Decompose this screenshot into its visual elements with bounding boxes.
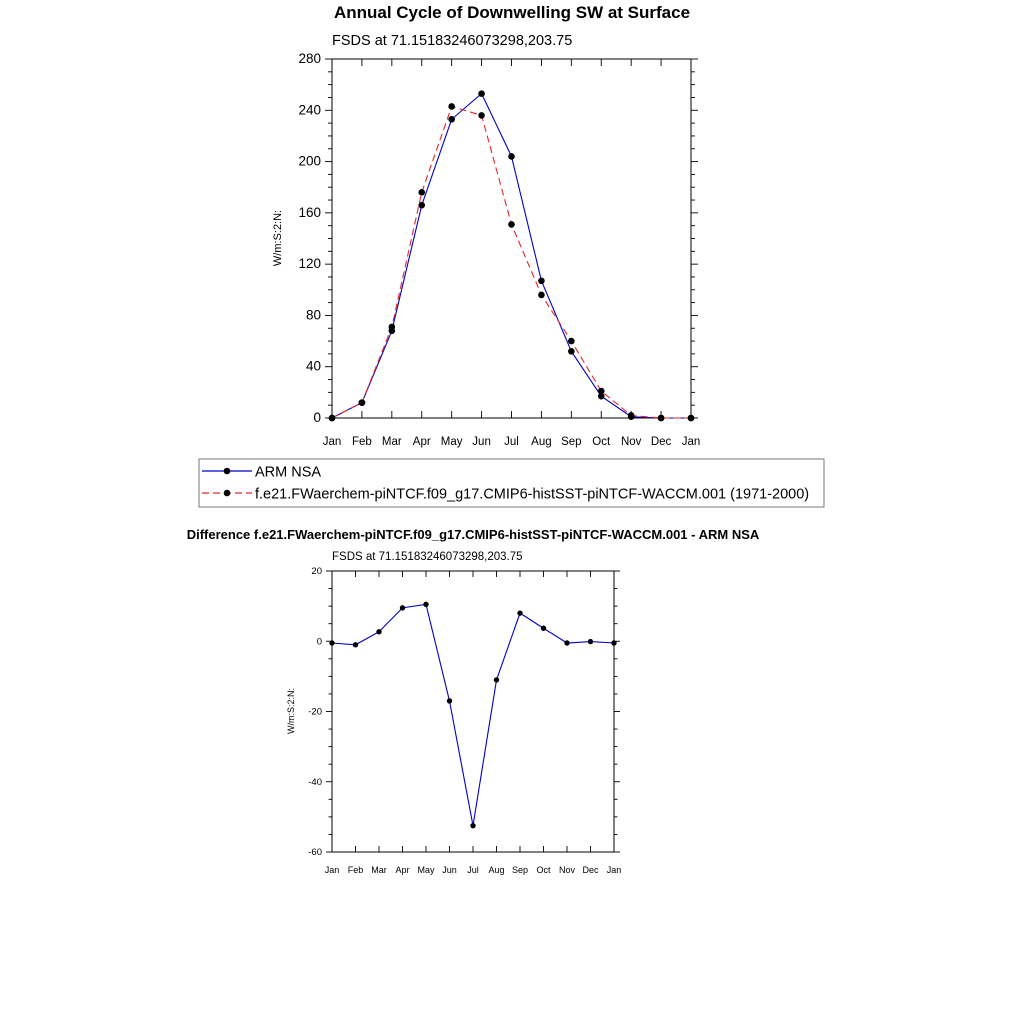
legend-label-arm-nsa: ARM NSA [255,464,322,481]
x-tick-label: Jun [442,865,457,875]
x-tick-label: Jun [472,436,491,448]
x-tick-label: Aug [488,865,505,875]
data-point-series-1 [688,415,695,422]
y-tick-label: -60 [308,847,322,859]
data-point-series-0 [478,90,485,97]
y-tick-label: -40 [308,776,322,788]
data-point-series-0 [588,639,593,644]
data-point-series-1 [359,399,366,406]
x-tick-label: Aug [531,436,552,448]
data-point-series-0 [376,629,381,634]
data-point-series-1 [448,103,455,110]
data-point-series-0 [611,640,616,645]
data-point-series-0 [494,677,499,682]
data-point-series-1 [418,189,425,196]
top-chart-subtitle: FSDS at 71.15183246073298,203.75 [332,33,573,49]
data-point-series-0 [447,698,452,703]
y-tick-label: -20 [308,706,322,718]
data-point-series-0 [538,278,545,285]
x-tick-label: Nov [558,865,576,875]
series-line-0 [332,604,614,825]
y-tick-label: 280 [298,51,321,67]
x-tick-label: Mar [371,865,387,875]
plot-frame [332,571,614,852]
data-point-series-1 [329,415,336,422]
bottom-chart-plot [308,566,621,875]
x-tick-label: May [440,436,463,448]
data-point-series-1 [628,412,635,419]
bottom-chart-subtitle: FSDS at 71.15183246073298,203.75 [332,551,523,563]
data-point-series-0 [448,116,455,123]
legend-label-model: f.e21.FWaerchem-piNTCF.f09_g17.CMIP6-histSST-piNTCF-WACCM.001 (1971-2000) [255,486,810,503]
data-point-series-1 [508,221,515,228]
data-point-series-1 [478,112,485,119]
data-point-series-1 [598,388,605,395]
x-tick-label: Apr [412,436,431,448]
data-point-series-0 [470,823,475,828]
y-tick-label: 200 [298,153,321,169]
y-tick-label: 80 [305,307,321,323]
data-point-series-1 [658,415,665,422]
y-tick-label: 120 [298,256,321,272]
x-tick-label: Nov [620,436,642,448]
top-chart-title: Annual Cycle of Downwelling SW at Surface [333,3,691,22]
x-tick-label: Jan [322,436,342,448]
x-tick-label: Jan [606,865,622,875]
y-tick-label: 40 [305,358,321,374]
y-tick-label: 0 [316,636,322,648]
x-tick-label: Feb [352,436,372,448]
y-tick-label: 0 [313,410,321,426]
data-point-series-0 [329,640,334,645]
data-point-series-1 [538,292,545,299]
x-tick-label: Jul [504,436,519,448]
data-point-series-0 [568,348,575,355]
bottom-chart-title: Difference f.e21.FWaerchem-piNTCF.f09_g17.CMIP6-histSST-piNTCF-WACCM.001 - ARM NSA [186,527,760,542]
legend-marker-arm-nsa [224,468,231,475]
x-tick-label: Oct [536,865,551,875]
top-chart-ylabel: W/m:S:2:N: [272,209,284,267]
x-tick-label: Dec [582,865,599,875]
data-point-series-1 [568,338,575,345]
x-tick-label: Sep [511,865,529,875]
data-point-series-0 [423,602,428,607]
x-tick-label: Jul [467,865,479,875]
x-tick-label: Oct [592,436,611,448]
x-tick-label: Mar [381,436,402,448]
data-point-series-0 [400,605,405,610]
x-tick-label: Feb [347,865,364,875]
y-tick-label: 20 [311,566,322,578]
bottom-chart-ylabel: W/m:S:2:N: [286,687,296,735]
data-point-series-0 [517,610,522,615]
x-tick-label: Dec [650,436,672,448]
data-point-series-0 [508,153,515,160]
data-point-series-0 [564,640,569,645]
x-tick-label: Jan [681,436,701,448]
data-point-series-0 [353,642,358,647]
x-tick-label: Apr [395,865,410,875]
y-tick-label: 240 [298,102,321,118]
x-tick-label: May [417,865,435,875]
x-tick-label: Sep [561,436,582,448]
x-tick-label: Jan [324,865,340,875]
data-point-series-0 [418,202,425,209]
data-point-series-1 [389,324,396,331]
top-chart-plot [298,51,700,448]
y-tick-label: 160 [298,204,321,220]
legend-marker-model [224,490,231,497]
legend [199,459,824,507]
plot-frame [332,59,691,418]
series-line-0 [332,94,691,418]
data-point-series-0 [541,626,546,631]
